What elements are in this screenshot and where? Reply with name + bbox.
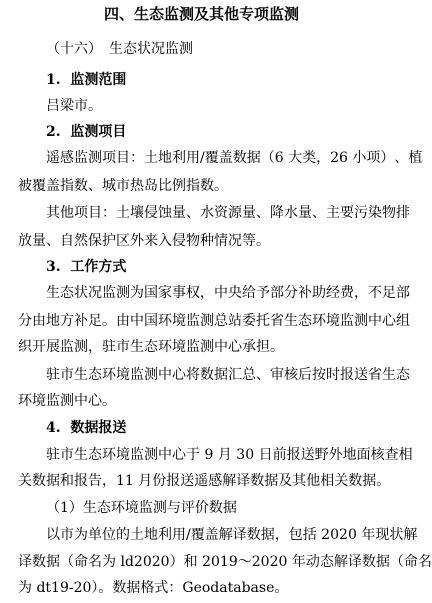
- data-report-p1-line-2: 关数据和报告，11 月份报送遥感解译数据及其他相关数据。: [18, 473, 391, 489]
- remote-items-line-1: 遥 感 监 测 项 目 ： 土 地 利 用 / 覆 盖 数 据 （ 6 大 类 ， 2 6 小 项 ） 、 植: [46, 150, 423, 166]
- heading-4-number: 4.: [46, 420, 61, 436]
- heading-2-title: 监测项目: [70, 124, 127, 140]
- chapter-title: 四、生态监测及其他专项监测: [104, 5, 300, 23]
- work-mode-p1-line-3: 织开展监测，驻市生态环境监测中心承担。: [18, 339, 284, 355]
- data-report-p2-line-2: 译 数 据 （ 命 名 为 l d 2 0 2 0 ） 和 2 0 1 9 ～ 2 0 2 0 年 动 态 解 译 数 据 （ 命 名: [18, 554, 432, 570]
- data-report-p2-line-3: 为 dt19-20）。数据格式：Geodatabase。: [18, 580, 289, 596]
- heading-3-title: 工作方式: [70, 259, 127, 275]
- heading-2-number: 2.: [46, 124, 61, 140]
- other-items-line-1: 其 他 项 目 ： 土 壤 侵 蚀 量 、 水 资 源 量 、 降 水 量 、 主 要 污 染 物 排: [46, 205, 410, 221]
- sub-heading-1: （1）生态环境监测与评价数据: [46, 500, 237, 516]
- work-mode-p1-line-2: 分 由 地 方 补 足 。 由 中 国 环 境 监 测 总 站 委 托 省 生 态 环 境 监 测 中 心 组: [18, 313, 410, 329]
- remote-items-line-2: 被覆盖指数、城市热岛比例指数。: [18, 178, 228, 194]
- heading-1-number: 1.: [46, 72, 61, 88]
- work-mode-p2-line-2: 环境监测中心。: [18, 393, 116, 409]
- heading-2: [46, 122, 126, 142]
- section-title: （十六） 生态状况监测: [46, 41, 193, 57]
- work-mode-p2-line-1: 驻 市 生 态 环 境 监 测 中 心 将 数 据 汇 总 、 审 核 后 按 时 报 送 省 生 态: [46, 367, 410, 383]
- heading-1-title: 监测范围: [70, 72, 127, 88]
- heading-3-number: 3.: [46, 259, 61, 275]
- other-items-line-2: 放量、自然保护区外来入侵物种情况等。: [18, 233, 270, 249]
- monitoring-scope-text: 吕梁市。: [46, 98, 102, 114]
- heading-3: [46, 257, 126, 277]
- data-report-p2-line-1: 以 市 为 单 位 的 土 地 利 用 / 覆 盖 解 译 数 据 ， 包 括 2 0 2 0 年 现 状 解: [46, 527, 418, 543]
- work-mode-p1-line-1: 生 态 状 况 监 测 为 国 家 事 权 ， 中 央 给 予 部 分 补 助 经 费 ， 不 足 部: [46, 285, 410, 301]
- heading-4: [46, 418, 126, 438]
- heading-1: [46, 70, 126, 90]
- data-report-p1-line-1: 驻 市 生 态 环 境 监 测 中 心 于 9 月 3 0 日 前 报 送 野 外 地 面 核 查 相: [46, 447, 413, 463]
- heading-4-title: 数据报送: [70, 420, 127, 436]
